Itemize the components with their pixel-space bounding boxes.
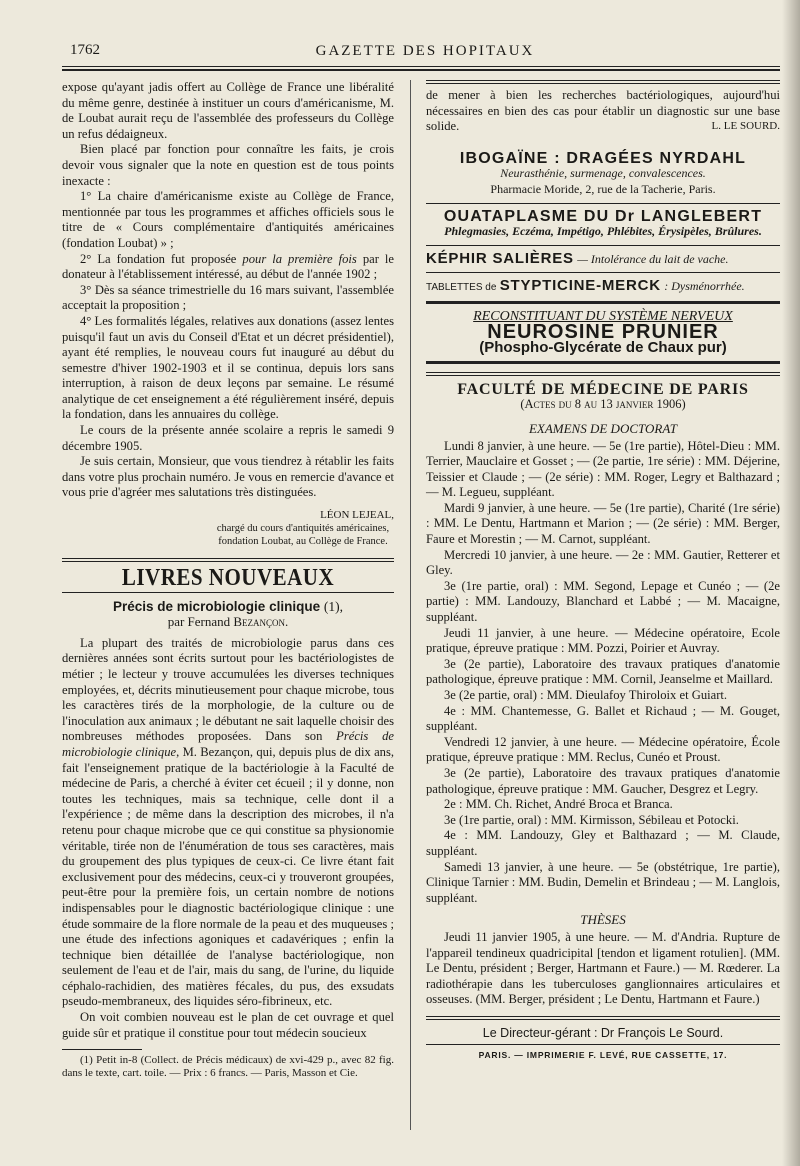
page-header [70, 42, 780, 66]
right-column [426, 80, 780, 1064]
journal-title: GAZETTE DES HOPITAUX [315, 43, 535, 59]
ad-subtitle: Neurasthénie, surmenage, convalescences. [500, 166, 706, 181]
section-rule [426, 372, 780, 376]
ad-rule [426, 301, 780, 304]
page-number: 1762 [70, 42, 100, 58]
ad-brand: KÉPHIR SALIÈRES [426, 249, 574, 267]
signature-name [426, 120, 780, 133]
printer-line: PARIS. — IMPRIMERIE F. LEVÉ, RUE CASSETTE, 17. [478, 1050, 728, 1061]
exam-entry: Jeudi 11 janvier, à une heure. — Médecine opératoire, Ecole pratique, épreuve pratique : MM. Pozzi, Poirier et Auvray. [426, 625, 780, 656]
book-title-text: Précis de microbiologie clinique [113, 598, 321, 614]
paragraph: Je suis certain, Monsieur, que vous tiendrez à rétablir les faits dans votre plus prochain numéro. Je vous en remercie d'avance et vous prie d'agréer mes salutations très distinguées. [62, 454, 394, 500]
exams-heading: EXAMENS DE DOCTORAT [528, 420, 678, 436]
exam-entry: Lundi 8 janvier, à une heure. — 5e (1re partie), Hôtel-Dieu : MM. Terrier, Mauclaire et Gosset ; — (2e partie, 1re série) : MM. Déjerine, Teissier et Claude ; — (2e série) : MM. Roger, Legry et Balthazard ; — M. Legueu, suppléant. [426, 438, 780, 500]
exam-entry: 3e (1re partie, oral) : MM. Kirmisson, Sébileau et Potocki. [444, 812, 739, 827]
footer-rule [426, 1016, 780, 1020]
paragraph [62, 636, 394, 1010]
exam-entry: 3e (2e partie), Laboratoire des travaux pratiques d'anatomie pathologique, épreuve pratique : MM. Cornil, Jeanselme et Maillard. [426, 656, 780, 687]
paragraph: Le cours de la présente année scolaire a repris le samedi 9 décembre 1905. [62, 423, 394, 453]
ad-subtitle: Phlegmasies, Eczéma, Impétigo, Phlébites, Érysipèles, Brûlures. [444, 224, 762, 239]
ad-kephir [426, 251, 780, 268]
header-rule [62, 66, 780, 71]
ad-ibogaine: IBOGAÏNE : DRAGÉES NYRDAHL [459, 149, 747, 167]
ad-neurosine: NEUROSINE PRUNIER [487, 320, 719, 343]
theses-heading: THÈSES [580, 912, 626, 928]
column-top-rule [426, 80, 780, 84]
exam-entry: Vendredi 12 janvier, à une heure. — Médecine opératoire, École pratique, épreuve pratique : MM. Reclus, Cunéo et Proust. [426, 734, 780, 765]
faculty-subtitle: (Actes du 8 au 13 janvier 1906) [520, 397, 686, 412]
ad-rule [426, 361, 780, 364]
book-title [62, 599, 394, 615]
paragraph: On voit combien nouveau est le plan de cet ouvrage et quel guide sûr et pratique il constitue pour tout médecin soucieux [62, 1010, 394, 1040]
paragraph: Bien placé par fonction pour connaître les faits, je crois devoir vous signaler que la note en question est de tous points inexacte : [62, 142, 394, 188]
paragraph: expose qu'ayant jadis offert au Collège de France une libéralité du même genre, destinée à instituer un cours d'américanisme, M. de Loubat aurait reçu de l'assemblée des professeurs du Collège un refus dédaigneux. [62, 80, 394, 141]
italic-span: Précis de microbiologie clinique [62, 729, 394, 759]
ad-rule [426, 272, 780, 273]
ad-rule [426, 203, 780, 204]
section-rule [62, 592, 394, 593]
footnote-ref: (1), [323, 598, 343, 614]
ad-subtitle: : Dysménorrhée. [664, 279, 745, 294]
ad-prefix: TABLETTES de [426, 282, 497, 294]
faculty-title: FACULTÉ DE MÉDECINE DE PARIS [457, 380, 749, 398]
exam-entry: 3e (2e partie), Laboratoire des travaux pratiques d'anatomie pathologique, épreuve pratique : MM. Gaucher, Desgrez et Legry. [426, 765, 780, 796]
footnote-rule [62, 1049, 142, 1050]
ad-address: Pharmacie Moride, 2, rue de la Tacherie, Paris. [490, 181, 716, 196]
thesis-entry: Jeudi 11 janvier 1905, à une heure. — M. d'Andria. Rupture de l'appareil tendineux quadricipital [tendon et ligament rotulien]. (MM. Le Dentu, président ; Berger, Hartmann et Faure.) — M. Rœderer. La radiothérapie dans les tuberculoses ganglionnaires articulaires et osseuses. (MM. Berger, président ; Le Dentu, Hartmann et Faure.) [426, 929, 780, 1007]
signature-name: LÉON LEJEAL, [320, 509, 394, 522]
left-column [62, 80, 394, 1080]
page-edge-shadow [782, 0, 800, 1166]
column-divider [410, 80, 411, 1130]
exam-entry: Samedi 13 janvier, à une heure. — 5e (obstétrique, 1re partie), Clinique Tarnier : MM. Budin, Demelin et Brindeau ; — M. Langlois, suppléant. [426, 859, 780, 905]
text-span: , M. Bezançon, qui, depuis plus de dix ans, fait l'enseignement pratique de la bactériologie à la Faculté de médecine de Paris, a cherché à éviter cet écueil ; il y donne, non toutes les techniques, mais sa technique, celle dont il a l'expérience ; de même dans la description des microbes, il n'a retenu pour chaque microbe que ce qui constitue sa physionomie véritable, tirée non de l'énumération de tous ses caractères, mais du groupement des plus typiques de ceux-ci. Ce livre étant fait exclusivement pour des médecins, ceux-ci y trouveront groupées, peut-être pour la première fois, un certain nombre de notions indispensables pour le diagnostic bactériologique clinique : une étude sommaire de la flore normale de la peau et des muqueuses ; une étude des infections agoniques et cadavériques ; enfin la technique bien détaillée de l'analyse bactériologique, non seulement de l'eau et de l'air, mais du sang, de l'urine, du liquide céphalo-rachidien, des matières fécales, du pus, des exsudats pseudo-membraneux, des liquides séro-fibrineux, etc. [62, 744, 395, 1009]
footnote: (1) Petit in-8 (Collect. de Précis médicaux) de xvi-429 p., avec 82 fig. dans le texte, cart. toile. — Prix : 6 francs. — Paris, Masson et Cie. [62, 1054, 394, 1080]
exam-entry: Mardi 9 janvier, à une heure. — 5e (1re partie), Charité (1re série) : MM. Le Dentu, Hartmann et Marion ; — (2e série) : MM. Berger, Faure et Morestin ; — M. Carnot, suppléant. [426, 500, 780, 547]
signature-role: chargé du cours d'antiquités américaines, [216, 523, 390, 535]
ad-reconstituant: RECONSTITUANT DU SYSTÈME NERVEUX [473, 308, 733, 324]
ad-rule [426, 245, 780, 246]
ad-styptic [426, 278, 780, 296]
text-span: par le donateur à l'établissement intéressé, au début de l'année 1902 ; [62, 251, 395, 282]
ad-subtitle: — Intolérance du lait de vache. [577, 251, 729, 266]
text-span: La plupart des traités de microbiologie parus dans ces dernières années sont écrits surtout pour les bactériologistes de métier ; le lecteur y trouve accumulées les diverses techniques employées, et, décrits minutieusement pour chaque microbe, tous les caractères tirés de la morphologie, de la culture ou de l'inoculation aux animaux ; le débutant ne sait laquelle choisir des nombreuses méthodes proposées. Dans son [62, 635, 394, 744]
exam-entry: 4e : MM. Chantemesse, G. Ballet et Richaud ; — M. Gouget, suppléant. [426, 703, 780, 734]
paragraph [62, 252, 394, 283]
paragraph: 4° Les formalités légales, relatives aux donations (assez lentes puisqu'il faut un avis du Conseil d'Etat et un décret présidentiel), ayant été remplies, le nouveau cours fut inauguré au début du semestre d'hiver 1902-1903 et il se continua, depuis lors sans interruption, à raison de deux leçons par semaine. Le résumé analytique de cet enseignement a été régulièrement inséré, depuis la fondation, dans les annuaires du collège. [62, 313, 394, 422]
ad-ouataplasme: OUATAPLASME DU Dr LANGLEBERT [443, 207, 763, 225]
exam-entry: 4e : MM. Landouzy, Gley et Balthazard ; — M. Claude, suppléant. [426, 828, 780, 858]
book-author [62, 614, 394, 630]
section-title-livres: LIVRES NOUVEAUX [121, 563, 335, 591]
exam-entry: Mercredi 10 janvier, à une heure. — 2e : MM. Gautier, Retterer et Gley. [426, 547, 780, 578]
exam-entry: 2e : MM. Ch. Richet, André Broca et Branca. [444, 797, 673, 812]
author-name: Bezançon. [233, 614, 289, 630]
paragraph: de mener à bien les recherches bactériologiques, aujourd'hui nécessaires en bien des cas pour établir un diagnostic sur une base solide. [426, 88, 780, 134]
ad-phospho: (Phospho-Glycérate de Chaux pur) [479, 339, 727, 357]
paragraph: 1° La chaire d'américanisme existe au Collège de France, mentionnée par tous les programmes et affiches officiels sous le titre de « Cours complémentaire d'antiquités américaines (fondation Loubat) » ; [62, 189, 394, 250]
paragraph: 3° Dès sa séance trimestrielle du 16 mars suivant, l'assemblée acceptait la proposition ; [62, 282, 394, 313]
author-prefix: par Fernand [167, 614, 231, 630]
signature-role: fondation Loubat, au Collège de France. [218, 536, 388, 548]
text-span: 2° La fondation fut proposée [80, 251, 243, 266]
footer-rule [426, 1044, 780, 1045]
ad-brand: STYPTICINE-MERCK [499, 277, 661, 295]
exam-entry: 3e (2e partie, oral) : MM. Dieulafoy Thiroloix et Guiart. [444, 688, 728, 702]
director-line: Le Directeur-gérant : Dr François Le Sourd. [482, 1025, 724, 1040]
italic-span: pour la première fois [242, 251, 357, 266]
section-rule [62, 558, 394, 562]
exam-entry: 3e (1re partie, oral) : MM. Segond, Lepage et Cunéo ; — (2e partie) : MM. Landouzy, Blanchard et Labbé ; — M. Macaigne, suppléant. [426, 578, 780, 625]
signature-text: L. LE SOURD. [711, 119, 780, 132]
